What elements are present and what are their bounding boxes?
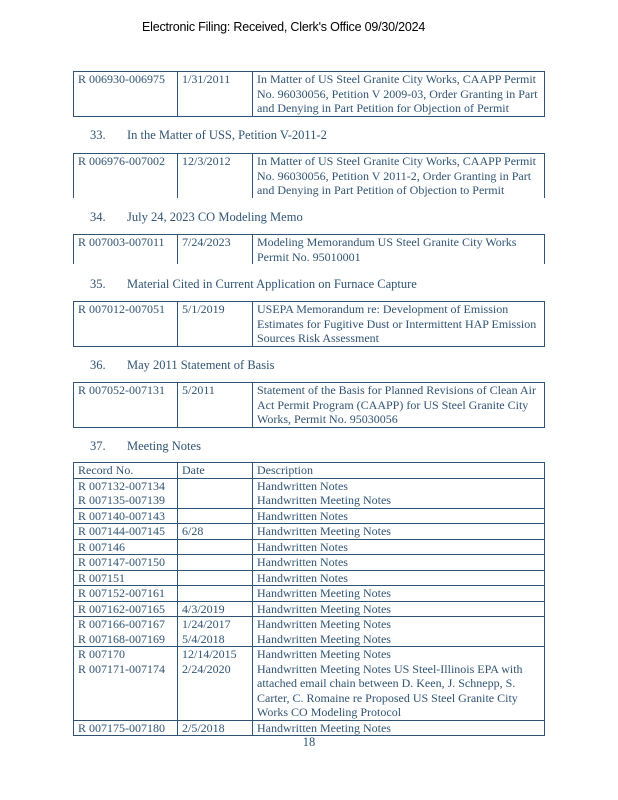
filing-stamp: Electronic Filing: Received, Clerk's Office 09/30/2024 bbox=[142, 20, 426, 34]
section-heading-33 bbox=[90, 128, 327, 143]
record-date: 2/5/2018 bbox=[178, 720, 253, 736]
table-row bbox=[74, 72, 545, 117]
table-row bbox=[74, 720, 545, 736]
section-heading-37 bbox=[90, 439, 201, 454]
section-title: July 24, 2023 CO Modeling Memo bbox=[127, 210, 303, 224]
column-header-record: Record No. bbox=[74, 463, 178, 479]
record-description: Handwritten Meeting Notes bbox=[253, 586, 545, 602]
table-row bbox=[74, 647, 545, 721]
table-row bbox=[74, 383, 545, 428]
column-header-description: Description bbox=[253, 463, 545, 479]
record-description: Statement of the Basis for Planned Revisions of Clean Air Act Permit Program (CAAPP) for US Steel Granite City Works, Permit No. 95030056 bbox=[253, 383, 545, 428]
record-date: 4/3/2019 bbox=[178, 601, 253, 617]
section-title: Material Cited in Current Application on Furnace Capture bbox=[127, 277, 417, 291]
table-row bbox=[74, 478, 545, 508]
record-table-32 bbox=[73, 71, 545, 117]
record-date bbox=[178, 478, 253, 508]
record-number: R 007162-007165 bbox=[74, 601, 178, 617]
table-row bbox=[74, 601, 545, 617]
table-row bbox=[74, 586, 545, 602]
table-row bbox=[74, 555, 545, 571]
record-number: R 007175-007180 bbox=[74, 720, 178, 736]
record-date: 5/1/2019 bbox=[178, 302, 253, 347]
table-row bbox=[74, 617, 545, 647]
section-title: In the Matter of USS, Petition V-2011-2 bbox=[127, 128, 327, 142]
section-heading-34 bbox=[90, 210, 303, 225]
record-date: 1/24/2017 5/4/2018 bbox=[178, 617, 253, 647]
record-description: Handwritten Notes bbox=[253, 539, 545, 555]
table-row bbox=[74, 539, 545, 555]
section-number: 35. bbox=[90, 277, 106, 291]
section-number: 33. bbox=[90, 128, 106, 142]
record-date: 12/14/2015 2/24/2020 bbox=[178, 647, 253, 721]
table-row bbox=[74, 235, 545, 265]
section-title: Meeting Notes bbox=[127, 439, 201, 453]
record-number: R 007166-007167 R 007168-007169 bbox=[74, 617, 178, 647]
record-description: In Matter of US Steel Granite City Works, CAAPP Permit No. 96030056, Petition V 2011-2, Order Granting in Part and Denying in Part Petition of Objection to Permit bbox=[253, 154, 545, 198]
record-number: R 007132-007134 R 007135-007139 bbox=[74, 478, 178, 508]
column-header-date: Date bbox=[178, 463, 253, 479]
record-description: Handwritten Meeting Notes bbox=[253, 720, 545, 736]
record-description: Modeling Memorandum US Steel Granite City Works Permit No. 95010001 bbox=[253, 235, 545, 265]
table-header-row bbox=[74, 463, 545, 479]
page-number: 18 bbox=[302, 735, 316, 749]
record-description: Handwritten Meeting Notes bbox=[253, 524, 545, 540]
record-table-35 bbox=[73, 301, 545, 347]
record-number: R 007140-007143 bbox=[74, 508, 178, 524]
table-row bbox=[74, 154, 545, 198]
record-description: USEPA Memorandum re: Development of Emission Estimates for Fugitive Dust or Intermittent HAP Emission Sources Risk Assessment bbox=[253, 302, 545, 347]
record-date bbox=[178, 508, 253, 524]
section-title: May 2011 Statement of Basis bbox=[127, 358, 275, 372]
record-description: Handwritten Meeting Notes Handwritten Meeting Notes bbox=[253, 617, 545, 647]
record-date bbox=[178, 586, 253, 602]
record-number: R 006930-006975 bbox=[74, 72, 178, 117]
record-number: R 007012-007051 bbox=[74, 302, 178, 347]
record-number: R 007146 bbox=[74, 539, 178, 555]
record-date: 5/2011 bbox=[178, 383, 253, 428]
record-table-34 bbox=[73, 234, 545, 264]
record-description: Handwritten Meeting Notes Handwritten Meeting Notes US Steel-Illinois EPA with attached email chain between D. Keen, J. Schnepp, S. Carter, C. Romaine re Proposed US Steel Granite City Works CO Modeling Protocol bbox=[253, 647, 545, 721]
record-date bbox=[178, 555, 253, 571]
record-description: In Matter of US Steel Granite City Works, CAAPP Permit No. 96030056, Petition V 2009-03, Order Granting in Part and Denying in Part Petition for Objection of Permit bbox=[253, 72, 545, 117]
record-date: 1/31/2011 bbox=[178, 72, 253, 117]
record-number: R 006976-007002 bbox=[74, 154, 178, 198]
table-row bbox=[74, 302, 545, 347]
record-number: R 007144-007145 bbox=[74, 524, 178, 540]
section-number: 37. bbox=[90, 439, 106, 453]
record-date bbox=[178, 570, 253, 586]
meeting-notes-table bbox=[73, 462, 545, 736]
table-row bbox=[74, 570, 545, 586]
record-number: R 007147-007150 bbox=[74, 555, 178, 571]
record-date bbox=[178, 539, 253, 555]
record-description: Handwritten Meeting Notes bbox=[253, 601, 545, 617]
record-date: 7/24/2023 bbox=[178, 235, 253, 265]
table-row bbox=[74, 524, 545, 540]
section-number: 36. bbox=[90, 358, 106, 372]
record-date: 6/28 bbox=[178, 524, 253, 540]
record-table-33 bbox=[73, 153, 545, 198]
record-description: Handwritten Notes bbox=[253, 570, 545, 586]
section-heading-36 bbox=[90, 358, 274, 373]
record-number: R 007151 bbox=[74, 570, 178, 586]
record-description: Handwritten Notes Handwritten Meeting Notes bbox=[253, 478, 545, 508]
record-date: 12/3/2012 bbox=[178, 154, 253, 198]
record-number: R 007152-007161 bbox=[74, 586, 178, 602]
record-description: Handwritten Notes bbox=[253, 508, 545, 524]
section-number: 34. bbox=[90, 210, 106, 224]
section-heading-35 bbox=[90, 277, 417, 292]
record-description: Handwritten Notes bbox=[253, 555, 545, 571]
record-number: R 007052-007131 bbox=[74, 383, 178, 428]
record-number: R 007170 R 007171-007174 bbox=[74, 647, 178, 721]
record-table-36 bbox=[73, 382, 545, 428]
record-number: R 007003-007011 bbox=[74, 235, 178, 265]
table-row bbox=[74, 508, 545, 524]
